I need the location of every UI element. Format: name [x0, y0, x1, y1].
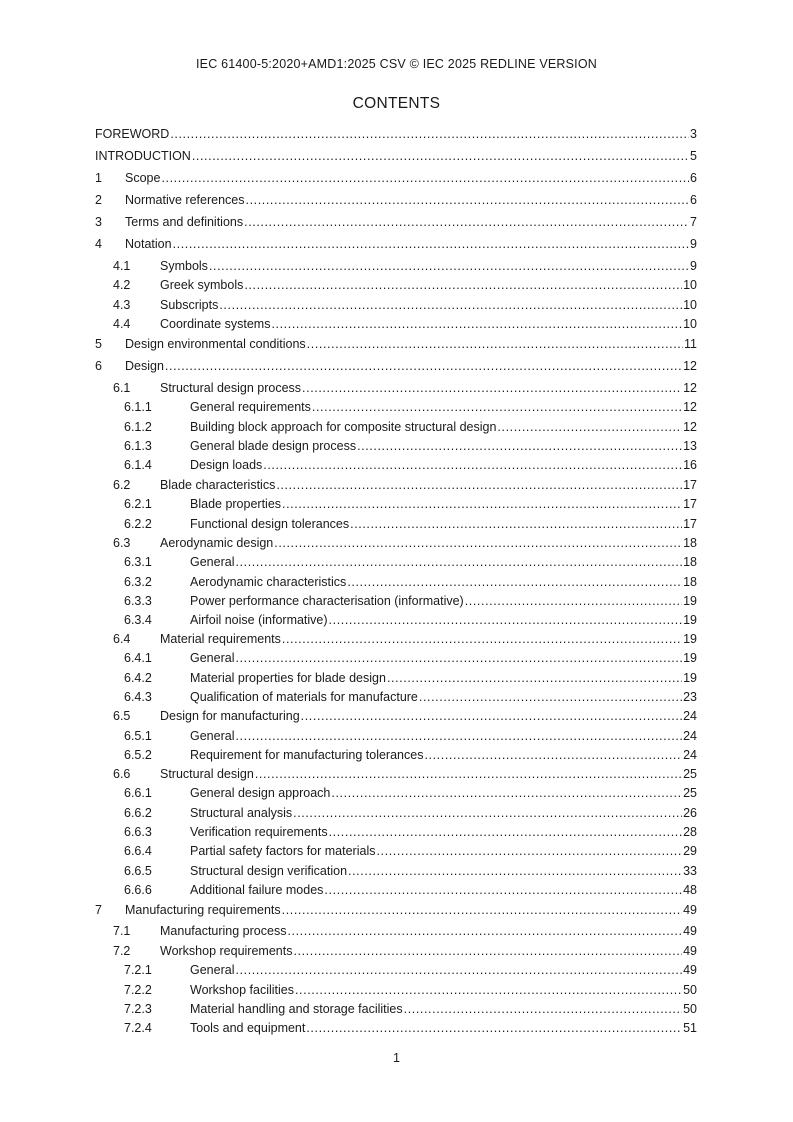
toc-entry-title[interactable]: Subscripts — [160, 298, 219, 312]
toc-entry-page[interactable]: 6 — [690, 193, 697, 207]
toc-entry[interactable] — [124, 438, 697, 454]
toc-entry-number: 7.2 — [113, 944, 131, 958]
toc-entry-title[interactable]: FOREWORD — [95, 127, 170, 141]
toc-entry-number: 6.6.1 — [124, 786, 152, 800]
dot-leader — [263, 457, 682, 473]
dot-leader — [348, 863, 682, 879]
dot-leader — [293, 943, 682, 959]
toc-entry[interactable] — [113, 708, 697, 724]
toc-entry-title[interactable]: Design for manufacturing — [160, 709, 300, 723]
toc-entry-title[interactable]: Normative references — [125, 193, 245, 207]
toc-entry-page[interactable]: 19 — [683, 632, 697, 646]
toc-entry[interactable] — [124, 419, 697, 435]
toc-entry-page[interactable]: 16 — [683, 458, 697, 472]
dot-leader — [295, 982, 682, 998]
dot-leader — [357, 438, 682, 454]
toc-entry-title[interactable]: Workshop facilities — [190, 983, 294, 997]
toc-entry-number: 6.5 — [113, 709, 131, 723]
toc-entry-title[interactable]: Material properties for blade design — [190, 671, 386, 685]
dot-leader — [235, 728, 682, 744]
dot-leader — [465, 593, 682, 609]
toc-entry-number: 6.4.3 — [124, 690, 152, 704]
toc-entry[interactable] — [95, 358, 697, 374]
toc-entry-number: 6.3.1 — [124, 555, 152, 569]
toc-entry-title[interactable]: Aerodynamic characteristics — [190, 575, 347, 589]
toc-entry[interactable] — [95, 902, 697, 918]
toc-entry[interactable] — [124, 843, 697, 859]
toc-entry[interactable] — [95, 148, 697, 164]
dot-leader — [387, 670, 682, 686]
toc-entry-number: 6.4.2 — [124, 671, 152, 685]
toc-entry[interactable] — [124, 863, 697, 879]
toc-entry-page[interactable]: 51 — [683, 1021, 697, 1035]
toc-entry[interactable] — [124, 650, 697, 666]
toc-entry-number: 5 — [95, 337, 102, 351]
toc-entry-number: 6.1.4 — [124, 458, 152, 472]
toc-entry-page[interactable]: 26 — [683, 806, 697, 820]
dot-leader — [274, 535, 682, 551]
toc-entry-page[interactable]: 50 — [683, 1002, 697, 1016]
toc-entry-page[interactable]: 24 — [683, 729, 697, 743]
toc-entry[interactable] — [95, 336, 697, 352]
toc-entry-page[interactable]: 17 — [683, 517, 697, 531]
toc-entry-page[interactable]: 19 — [683, 613, 697, 627]
toc-entry-page[interactable]: 12 — [683, 420, 697, 434]
toc-entry-title[interactable]: Additional failure modes — [190, 883, 324, 897]
toc-entry[interactable] — [113, 277, 697, 293]
toc-entry[interactable] — [95, 170, 697, 186]
toc-entry-number: 1 — [95, 171, 102, 185]
toc-entry-title[interactable]: Design environmental conditions — [125, 337, 306, 351]
toc-entry-page[interactable]: 50 — [683, 983, 697, 997]
dot-leader — [192, 148, 689, 164]
toc-entry-number: 6.4 — [113, 632, 131, 646]
toc-entry[interactable] — [95, 126, 697, 142]
toc-entry-title[interactable]: General blade design process — [190, 439, 357, 453]
toc-entry-page[interactable]: 13 — [683, 439, 697, 453]
dot-leader — [307, 336, 683, 352]
dot-leader — [376, 843, 682, 859]
toc-entry[interactable] — [124, 516, 697, 532]
toc-entry-title[interactable]: Tools and equipment — [190, 1021, 306, 1035]
toc-entry-page[interactable]: 7 — [690, 215, 697, 229]
toc-entry-page[interactable]: 19 — [683, 594, 697, 608]
toc-entry-page[interactable]: 3 — [690, 127, 697, 141]
dot-leader — [276, 477, 682, 493]
toc-entry[interactable] — [124, 593, 697, 609]
toc-entry-number: 6.3 — [113, 536, 131, 550]
toc-entry[interactable] — [124, 728, 697, 744]
toc-entry[interactable] — [113, 631, 697, 647]
toc-entry-page[interactable]: 9 — [690, 237, 697, 251]
toc-entry[interactable] — [95, 236, 697, 252]
dot-leader — [306, 1020, 682, 1036]
toc-entry-title[interactable]: Partial safety factors for materials — [190, 844, 376, 858]
toc-entry-title[interactable]: Scope — [125, 171, 161, 185]
toc-entry[interactable] — [124, 882, 697, 898]
toc-entry[interactable] — [124, 670, 697, 686]
toc-entry-page[interactable]: 5 — [690, 149, 697, 163]
toc-entry-title[interactable]: Airfoil noise (informative) — [190, 613, 328, 627]
dot-leader — [255, 766, 682, 782]
toc-entry-number: 7.2.4 — [124, 1021, 152, 1035]
toc-entry-page[interactable]: 10 — [683, 298, 697, 312]
toc-entry[interactable] — [124, 496, 697, 512]
toc-entry-title[interactable]: Structural design process — [160, 381, 302, 395]
toc-entry-title[interactable]: General — [190, 963, 235, 977]
toc-entry-number: 6.6.2 — [124, 806, 152, 820]
toc-entry[interactable] — [113, 943, 697, 959]
toc-entry-number: 4.2 — [113, 278, 131, 292]
dot-leader — [347, 574, 682, 590]
toc-entry[interactable] — [124, 805, 697, 821]
dot-leader — [293, 805, 682, 821]
toc-entry[interactable] — [95, 192, 697, 208]
toc-entry-number: 6.4.1 — [124, 651, 152, 665]
document-header: IEC 61400-5:2020+AMD1:2025 CSV © IEC 2025 REDLINE VERSION — [195, 57, 597, 71]
toc-entry-page[interactable]: 33 — [683, 864, 697, 878]
toc-entry-number: 7.2.2 — [124, 983, 152, 997]
toc-entry-title[interactable]: Workshop requirements — [160, 944, 293, 958]
toc-entry-page[interactable]: 49 — [683, 903, 697, 917]
dot-leader — [235, 554, 682, 570]
toc-entry-page[interactable]: 6 — [690, 171, 697, 185]
toc-entry[interactable] — [124, 612, 697, 628]
dot-leader — [282, 496, 682, 512]
toc-entry-page[interactable]: 12 — [683, 381, 697, 395]
dot-leader — [287, 923, 682, 939]
toc-entry-title[interactable]: Material requirements — [160, 632, 281, 646]
dot-leader — [324, 882, 682, 898]
toc-entry-number: 6.1 — [113, 381, 131, 395]
toc-entry-title[interactable]: Structural design verification — [190, 864, 348, 878]
toc-entry[interactable] — [124, 747, 697, 763]
toc-entry-page[interactable]: 17 — [683, 497, 697, 511]
dot-leader — [235, 962, 682, 978]
toc-entry-number: 7 — [95, 903, 102, 917]
toc-entry-number: 6.5.2 — [124, 748, 152, 762]
dot-leader — [165, 358, 682, 374]
dot-leader — [404, 1001, 682, 1017]
toc-entry-number: 6.3.3 — [124, 594, 152, 608]
dot-leader — [497, 419, 682, 435]
dot-leader — [271, 316, 682, 332]
toc-entry[interactable] — [124, 962, 697, 978]
dot-leader — [209, 258, 689, 274]
toc-entry-page[interactable]: 49 — [683, 924, 697, 938]
toc-entry[interactable] — [124, 824, 697, 840]
toc-entry-title[interactable]: General requirements — [190, 400, 311, 414]
dot-leader — [161, 170, 689, 186]
toc-entry-number: 6.3.2 — [124, 575, 152, 589]
toc-entry-number: 6.6.5 — [124, 864, 152, 878]
toc-entry-title[interactable]: Manufacturing requirements — [125, 903, 281, 917]
dot-leader — [219, 297, 682, 313]
toc-entry[interactable] — [113, 297, 697, 313]
toc-entry-page[interactable]: 18 — [683, 536, 697, 550]
toc-entry[interactable] — [124, 574, 697, 590]
toc-entry-page[interactable]: 19 — [683, 651, 697, 665]
toc-entry-title[interactable]: Verification requirements — [190, 825, 328, 839]
toc-entry-title[interactable]: Greek symbols — [160, 278, 244, 292]
toc-entry-page[interactable]: 28 — [683, 825, 697, 839]
toc-entry[interactable] — [124, 1020, 697, 1036]
toc-entry-title[interactable]: Notation — [125, 237, 172, 251]
dot-leader — [424, 747, 682, 763]
toc-entry-page[interactable]: 49 — [683, 944, 697, 958]
toc-entry[interactable] — [124, 554, 697, 570]
toc-entry-page[interactable]: 48 — [683, 883, 697, 897]
toc-entry[interactable] — [113, 380, 697, 396]
toc-entry-page[interactable]: 29 — [683, 844, 697, 858]
toc-entry-page[interactable]: 10 — [683, 278, 697, 292]
toc-entry-title[interactable]: General — [190, 729, 235, 743]
toc-entry[interactable] — [113, 258, 697, 274]
toc-entry[interactable] — [113, 316, 697, 332]
toc-entry-number: 6.1.3 — [124, 439, 152, 453]
dot-leader — [244, 214, 689, 230]
dot-leader — [235, 650, 682, 666]
page-number: 1 — [393, 1051, 400, 1065]
toc-entry-number: 6.6.3 — [124, 825, 152, 839]
dot-leader — [329, 824, 683, 840]
toc-entry-number: 4.4 — [113, 317, 131, 331]
toc-entry-title[interactable]: General — [190, 651, 235, 665]
toc-entry-title[interactable]: Design — [125, 359, 164, 373]
toc-entry[interactable] — [124, 785, 697, 801]
toc-entry-title[interactable]: Blade characteristics — [160, 478, 276, 492]
toc-entry-page[interactable]: 18 — [683, 555, 697, 569]
toc-entry-number: 4 — [95, 237, 102, 251]
toc-entry-page[interactable]: 10 — [683, 317, 697, 331]
toc-entry-title[interactable]: Requirement for manufacturing tolerances — [190, 748, 424, 762]
toc-entry-title[interactable]: Building block approach for composite structural design — [190, 420, 497, 434]
toc-entry-number: 6.2.2 — [124, 517, 152, 531]
toc-entry-page[interactable]: 24 — [683, 748, 697, 762]
toc-entry[interactable] — [124, 982, 697, 998]
dot-leader — [246, 192, 690, 208]
toc-entry-page[interactable]: 11 — [684, 337, 697, 351]
toc-entry[interactable] — [113, 477, 697, 493]
toc-entry[interactable] — [113, 535, 697, 551]
toc-entry-number: 2 — [95, 193, 102, 207]
toc-entry-page[interactable]: 12 — [683, 359, 697, 373]
toc-entry-title[interactable]: Manufacturing process — [160, 924, 287, 938]
toc-entry-title[interactable]: Qualification of materials for manufacture — [190, 690, 418, 704]
toc-entry-page[interactable]: 49 — [683, 963, 697, 977]
toc-entry-number: 6.6 — [113, 767, 131, 781]
toc-entry-title[interactable]: Material handling and storage facilities — [190, 1002, 403, 1016]
dot-leader — [331, 785, 682, 801]
toc-entry-title[interactable]: Structural design — [160, 767, 254, 781]
toc-entry[interactable] — [124, 1001, 697, 1017]
toc-entry[interactable] — [113, 923, 697, 939]
toc-entry-number: 7.2.3 — [124, 1002, 152, 1016]
dot-leader — [301, 708, 682, 724]
toc-entry[interactable] — [124, 457, 697, 473]
dot-leader — [170, 126, 689, 142]
toc-entry-number: 6.3.4 — [124, 613, 152, 627]
page-title: CONTENTS — [352, 95, 441, 112]
toc-entry-number: 6.6.4 — [124, 844, 152, 858]
toc-entry-number: 6.2 — [113, 478, 131, 492]
toc-entry-number: 6.1.1 — [124, 400, 152, 414]
dot-leader — [329, 612, 683, 628]
toc-entry-title[interactable]: Power performance characterisation (informative) — [190, 594, 464, 608]
toc-entry-number: 4.3 — [113, 298, 131, 312]
dot-leader — [302, 380, 682, 396]
toc-entry-title[interactable]: Design loads — [190, 458, 263, 472]
toc-entry-number: 6.1.2 — [124, 420, 152, 434]
toc-entry-title[interactable]: Structural analysis — [190, 806, 293, 820]
toc-entry-page[interactable]: 19 — [683, 671, 697, 685]
toc-entry-page[interactable]: 12 — [683, 400, 697, 414]
dot-leader — [312, 399, 682, 415]
toc-entry-title[interactable]: Symbols — [160, 259, 208, 273]
toc-entry-page[interactable]: 25 — [683, 767, 697, 781]
dot-leader — [282, 902, 682, 918]
dot-leader — [244, 277, 682, 293]
toc-entry-page[interactable]: 18 — [683, 575, 697, 589]
toc-entry-page[interactable]: 23 — [683, 690, 697, 704]
dot-leader — [350, 516, 682, 532]
toc-entry[interactable] — [113, 766, 697, 782]
toc-entry-number: 6.2.1 — [124, 497, 152, 511]
toc-entry[interactable] — [124, 399, 697, 415]
toc-entry-number: 6.5.1 — [124, 729, 152, 743]
toc-entry-title[interactable]: Coordinate systems — [160, 317, 271, 331]
toc-entry-number: 7.1 — [113, 924, 131, 938]
toc-entry-number: 6 — [95, 359, 102, 373]
toc-entry-title[interactable]: Aerodynamic design — [160, 536, 274, 550]
toc-entry-number: 6.6.6 — [124, 883, 152, 897]
toc-entry-title[interactable]: Terms and definitions — [125, 215, 244, 229]
toc-entry-number: 3 — [95, 215, 102, 229]
toc-entry-title[interactable]: Functional design tolerances — [190, 517, 350, 531]
dot-leader — [419, 689, 682, 705]
toc-entry-title[interactable]: Blade properties — [190, 497, 282, 511]
dot-leader — [173, 236, 689, 252]
toc-entry-title[interactable]: General — [190, 555, 235, 569]
toc-entry[interactable] — [95, 214, 697, 230]
toc-entry-page[interactable]: 25 — [683, 786, 697, 800]
toc-entry-page[interactable]: 24 — [683, 709, 697, 723]
dot-leader — [282, 631, 682, 647]
toc-entry-title[interactable]: General design approach — [190, 786, 331, 800]
toc-entry-number: 7.2.1 — [124, 963, 152, 977]
toc-entry-title[interactable]: INTRODUCTION — [95, 149, 191, 163]
toc-entry[interactable] — [124, 689, 697, 705]
toc-entry-page[interactable]: 17 — [683, 478, 697, 492]
toc-entry-number: 4.1 — [113, 259, 131, 273]
toc-entry-page[interactable]: 9 — [690, 259, 697, 273]
